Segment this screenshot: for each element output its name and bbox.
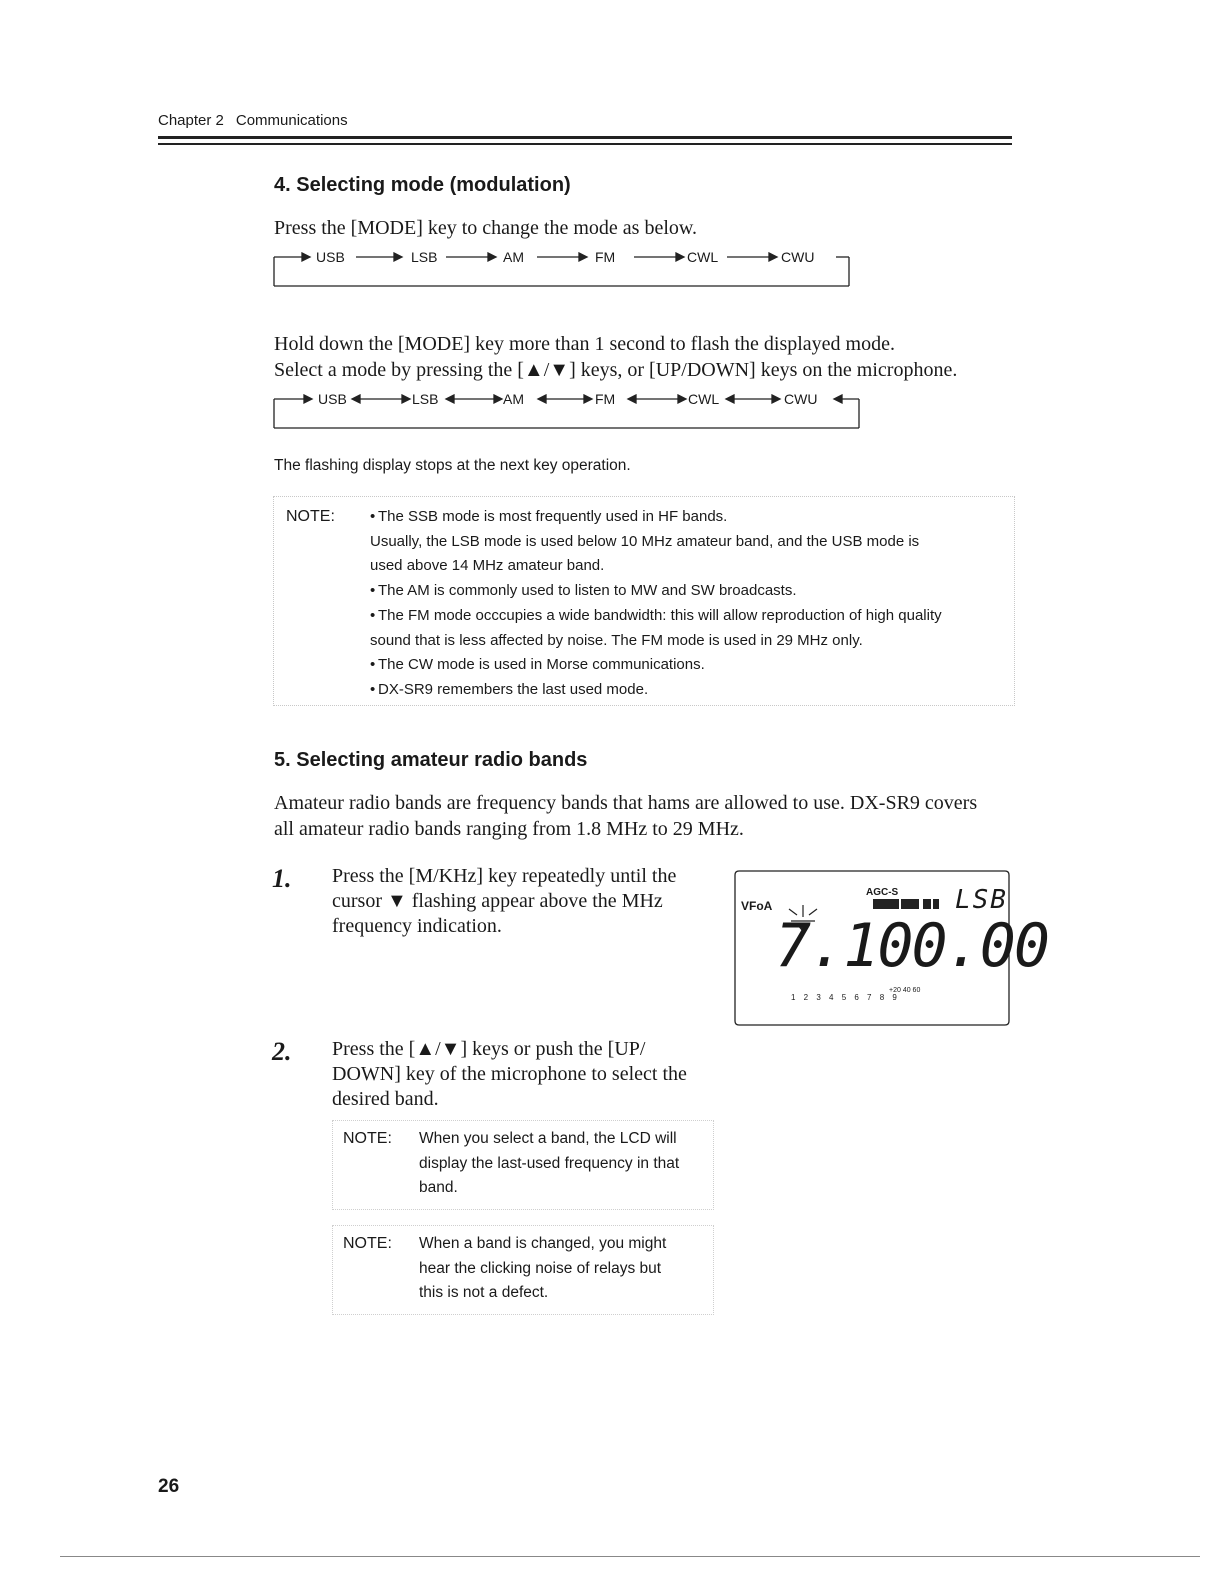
flash-stop-text: The flashing display stops at the next key operation.: [274, 457, 631, 474]
lcd-agc: AGC-S: [866, 887, 899, 898]
note-item: • The AM is commonly used to listen to MW and SW broadcasts.: [370, 582, 797, 600]
chapter-section: Communications: [235, 112, 348, 129]
mode-sel-lsb: LSB: [412, 391, 439, 407]
chapter-header: [158, 112, 348, 129]
section4-title: 4. Selecting mode (modulation): [274, 174, 571, 196]
step2-number: 2.: [272, 1037, 292, 1066]
mode-cycle-arrows: [274, 248, 854, 292]
note-item: • The CW mode is used in Morse communications.: [370, 656, 705, 674]
step2-text: Press the [▲/▼] keys or push the [UP/ DOWN] key of the microphone to select the desired band.: [332, 1038, 687, 1110]
header-rule-thick: [158, 136, 1012, 139]
lcd-meter-scale: 1 2 3 4 5 6 7 8 9: [791, 993, 900, 1002]
page-number: 26: [158, 1476, 180, 1497]
note-item: • The SSB mode is most frequently used in HF bands. Usually, the LSB mode is used below 10 MHz amateur band, and the USB mode is used above 14 MHz amateur band.: [370, 508, 920, 575]
mode-cycle-diagram: [274, 248, 854, 292]
mode-sel-cwl: CWL: [688, 391, 720, 407]
note-item: • The FM mode occcupies a wide bandwidth: this will allow reproduction of high quality sound that is less affected by noise. The FM mode is used in 29 MHz only.: [370, 606, 942, 649]
lcd-mode: LSB: [955, 885, 1008, 915]
step1-text: Press the [M/KHz] key repeatedly until the cursor ▼ flashing appear above the MHz frequency indication.: [332, 865, 677, 937]
section5-intro-1: Amateur radio bands are frequency bands that hams are allowed to use. DX-SR9 covers: [274, 792, 978, 814]
mode-note-list: [370, 505, 1004, 703]
hold-instruction-1: Hold down the [MODE] key more than 1 second to flash the displayed mode.: [274, 333, 895, 355]
hold-instruction-2: Select a mode by pressing the [▲/▼] keys, or [UP/DOWN] keys on the microphone.: [274, 359, 958, 381]
step1-number: 1.: [272, 864, 292, 893]
mode-note-label: NOTE:: [286, 508, 335, 525]
header-rule-thin: [158, 143, 1012, 145]
mode-sel-am: AM: [503, 391, 524, 407]
lcd-display-illustration: [733, 869, 1048, 1027]
mode-am: AM: [503, 249, 524, 265]
note-item: • DX-SR9 remembers the last used mode.: [370, 680, 649, 698]
mode-note-box: [273, 496, 1015, 706]
section5-title: 5. Selecting amateur radio bands: [274, 749, 588, 771]
band-note-1-text: When you select a band, the LCD will display the last-used frequency in that band.: [419, 1130, 680, 1196]
band-note-2: [332, 1225, 714, 1315]
mode-cwl: CWL: [687, 249, 719, 265]
band-note-1-label: NOTE:: [343, 1130, 392, 1147]
section4-intro: Press the [MODE] key to change the mode as below.: [274, 217, 698, 239]
mode-sel-usb: USB: [318, 391, 347, 407]
lcd-frequency: 7.100.00: [775, 911, 1048, 981]
mode-select-diagram: [274, 390, 864, 434]
band-note-2-label: NOTE:: [343, 1235, 392, 1252]
mode-cwu: CWU: [781, 249, 815, 265]
mode-usb: USB: [316, 249, 345, 265]
bottom-edge-line: [60, 1556, 1200, 1557]
band-note-1: [332, 1120, 714, 1210]
chapter-label: Chapter 2: [158, 112, 224, 129]
mode-sel-fm: FM: [595, 391, 616, 407]
mode-fm: FM: [595, 249, 616, 265]
section5-intro-2: all amateur radio bands ranging from 1.8 MHz to 29 MHz.: [274, 818, 744, 840]
lcd-vfo: VFoA: [741, 899, 773, 913]
mode-select-arrows: [274, 390, 864, 434]
band-note-2-text: When a band is changed, you might hear the clicking noise of relays but this is not a defect.: [419, 1235, 667, 1301]
mode-sel-cwu: CWU: [784, 391, 818, 407]
mode-lsb: LSB: [411, 249, 438, 265]
lcd-meter-plus: +20 40 60: [889, 987, 921, 994]
